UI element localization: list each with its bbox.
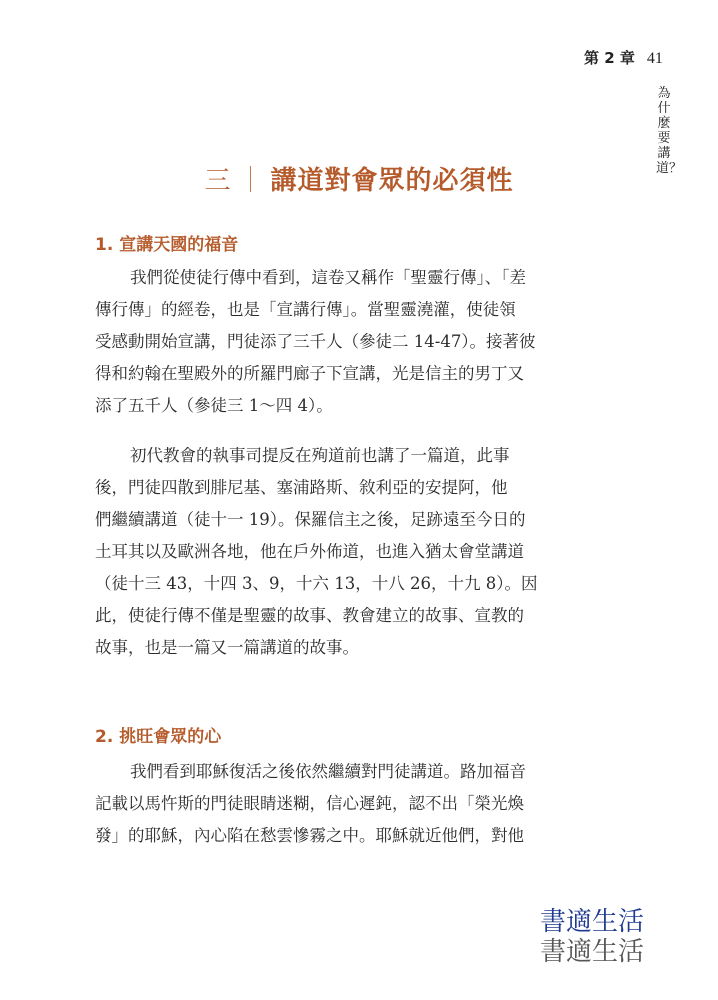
- paragraph-line: 傳行傳」的經卷，也是「宣講行傳」。當聖靈澆灌，使徒領: [95, 300, 516, 319]
- paragraph-line: 添了五千人（參徒三 1～四 4）。: [95, 396, 333, 415]
- subsection-2-paragraph-1: [95, 756, 585, 852]
- paragraph-line: 故事，也是一篇又一篇講道的故事。: [95, 638, 359, 657]
- paragraph-line: 後，門徒四散到腓尼基、塞浦路斯、敘利亞的安提阿，他: [95, 478, 508, 497]
- paragraph-line: 土耳其以及歐洲各地，他在戶外佈道，也進入猶太會堂講道: [95, 542, 524, 561]
- paragraph-line: 受感動開始宣講，門徒添了三千人（參徒二 14-47）。接著彼: [95, 332, 536, 351]
- paragraph-line: 此，使徒行傳不僅是聖靈的故事、教會建立的故事、宣教的: [95, 606, 524, 625]
- subsection-1-paragraph-1: [95, 262, 585, 422]
- paragraph-line: 初代教會的執事司提反在殉道前也講了一篇道，此事: [130, 446, 510, 465]
- page-number: 41: [646, 50, 663, 67]
- section-title-text: 講道對會眾的必須性: [270, 166, 514, 196]
- paragraph-line: 得和約翰在聖殿外的所羅門廊子下宣講，光是信主的男丁又: [95, 364, 524, 383]
- paragraph-line: （徒十三 43，十四 3、9，十六 13，十八 26，十九 8）。因: [95, 574, 538, 593]
- side-chapter-title: 為什麼要講道？: [656, 86, 683, 176]
- subsection-1-paragraph-2: [95, 440, 585, 664]
- chapter-label: 第 2 章: [584, 49, 635, 67]
- watermark-text: 書適生活: [540, 907, 645, 937]
- subsection-2-heading: 2. 挑旺會眾的心: [95, 727, 222, 747]
- subsection-1-heading: 1. 宣講天國的福音: [95, 235, 239, 255]
- section-separator: ｜: [237, 166, 265, 196]
- watermark-text: 書適生活: [540, 937, 645, 967]
- section-number: 三: [204, 166, 232, 196]
- paragraph-line: 我們從使徒行傳中看到，這卷又稱作「聖靈行傳」、「差: [130, 268, 526, 287]
- paragraph-line: 們繼續講道（徒十一 19）。保羅信主之後，足跡遠至今日的: [95, 510, 526, 529]
- paragraph-line: 我們看到耶穌復活之後依然繼續對門徒講道。路加福音: [130, 762, 526, 781]
- section-title: [0, 160, 718, 197]
- paragraph-line: 發」的耶穌，內心陷在愁雲慘霧之中。耶穌就近他們，對他: [95, 826, 524, 845]
- paragraph-line: 記載以馬忤斯的門徒眼睛迷糊，信心遲鈍，認不出「榮光煥: [95, 794, 524, 813]
- running-head: [584, 47, 663, 68]
